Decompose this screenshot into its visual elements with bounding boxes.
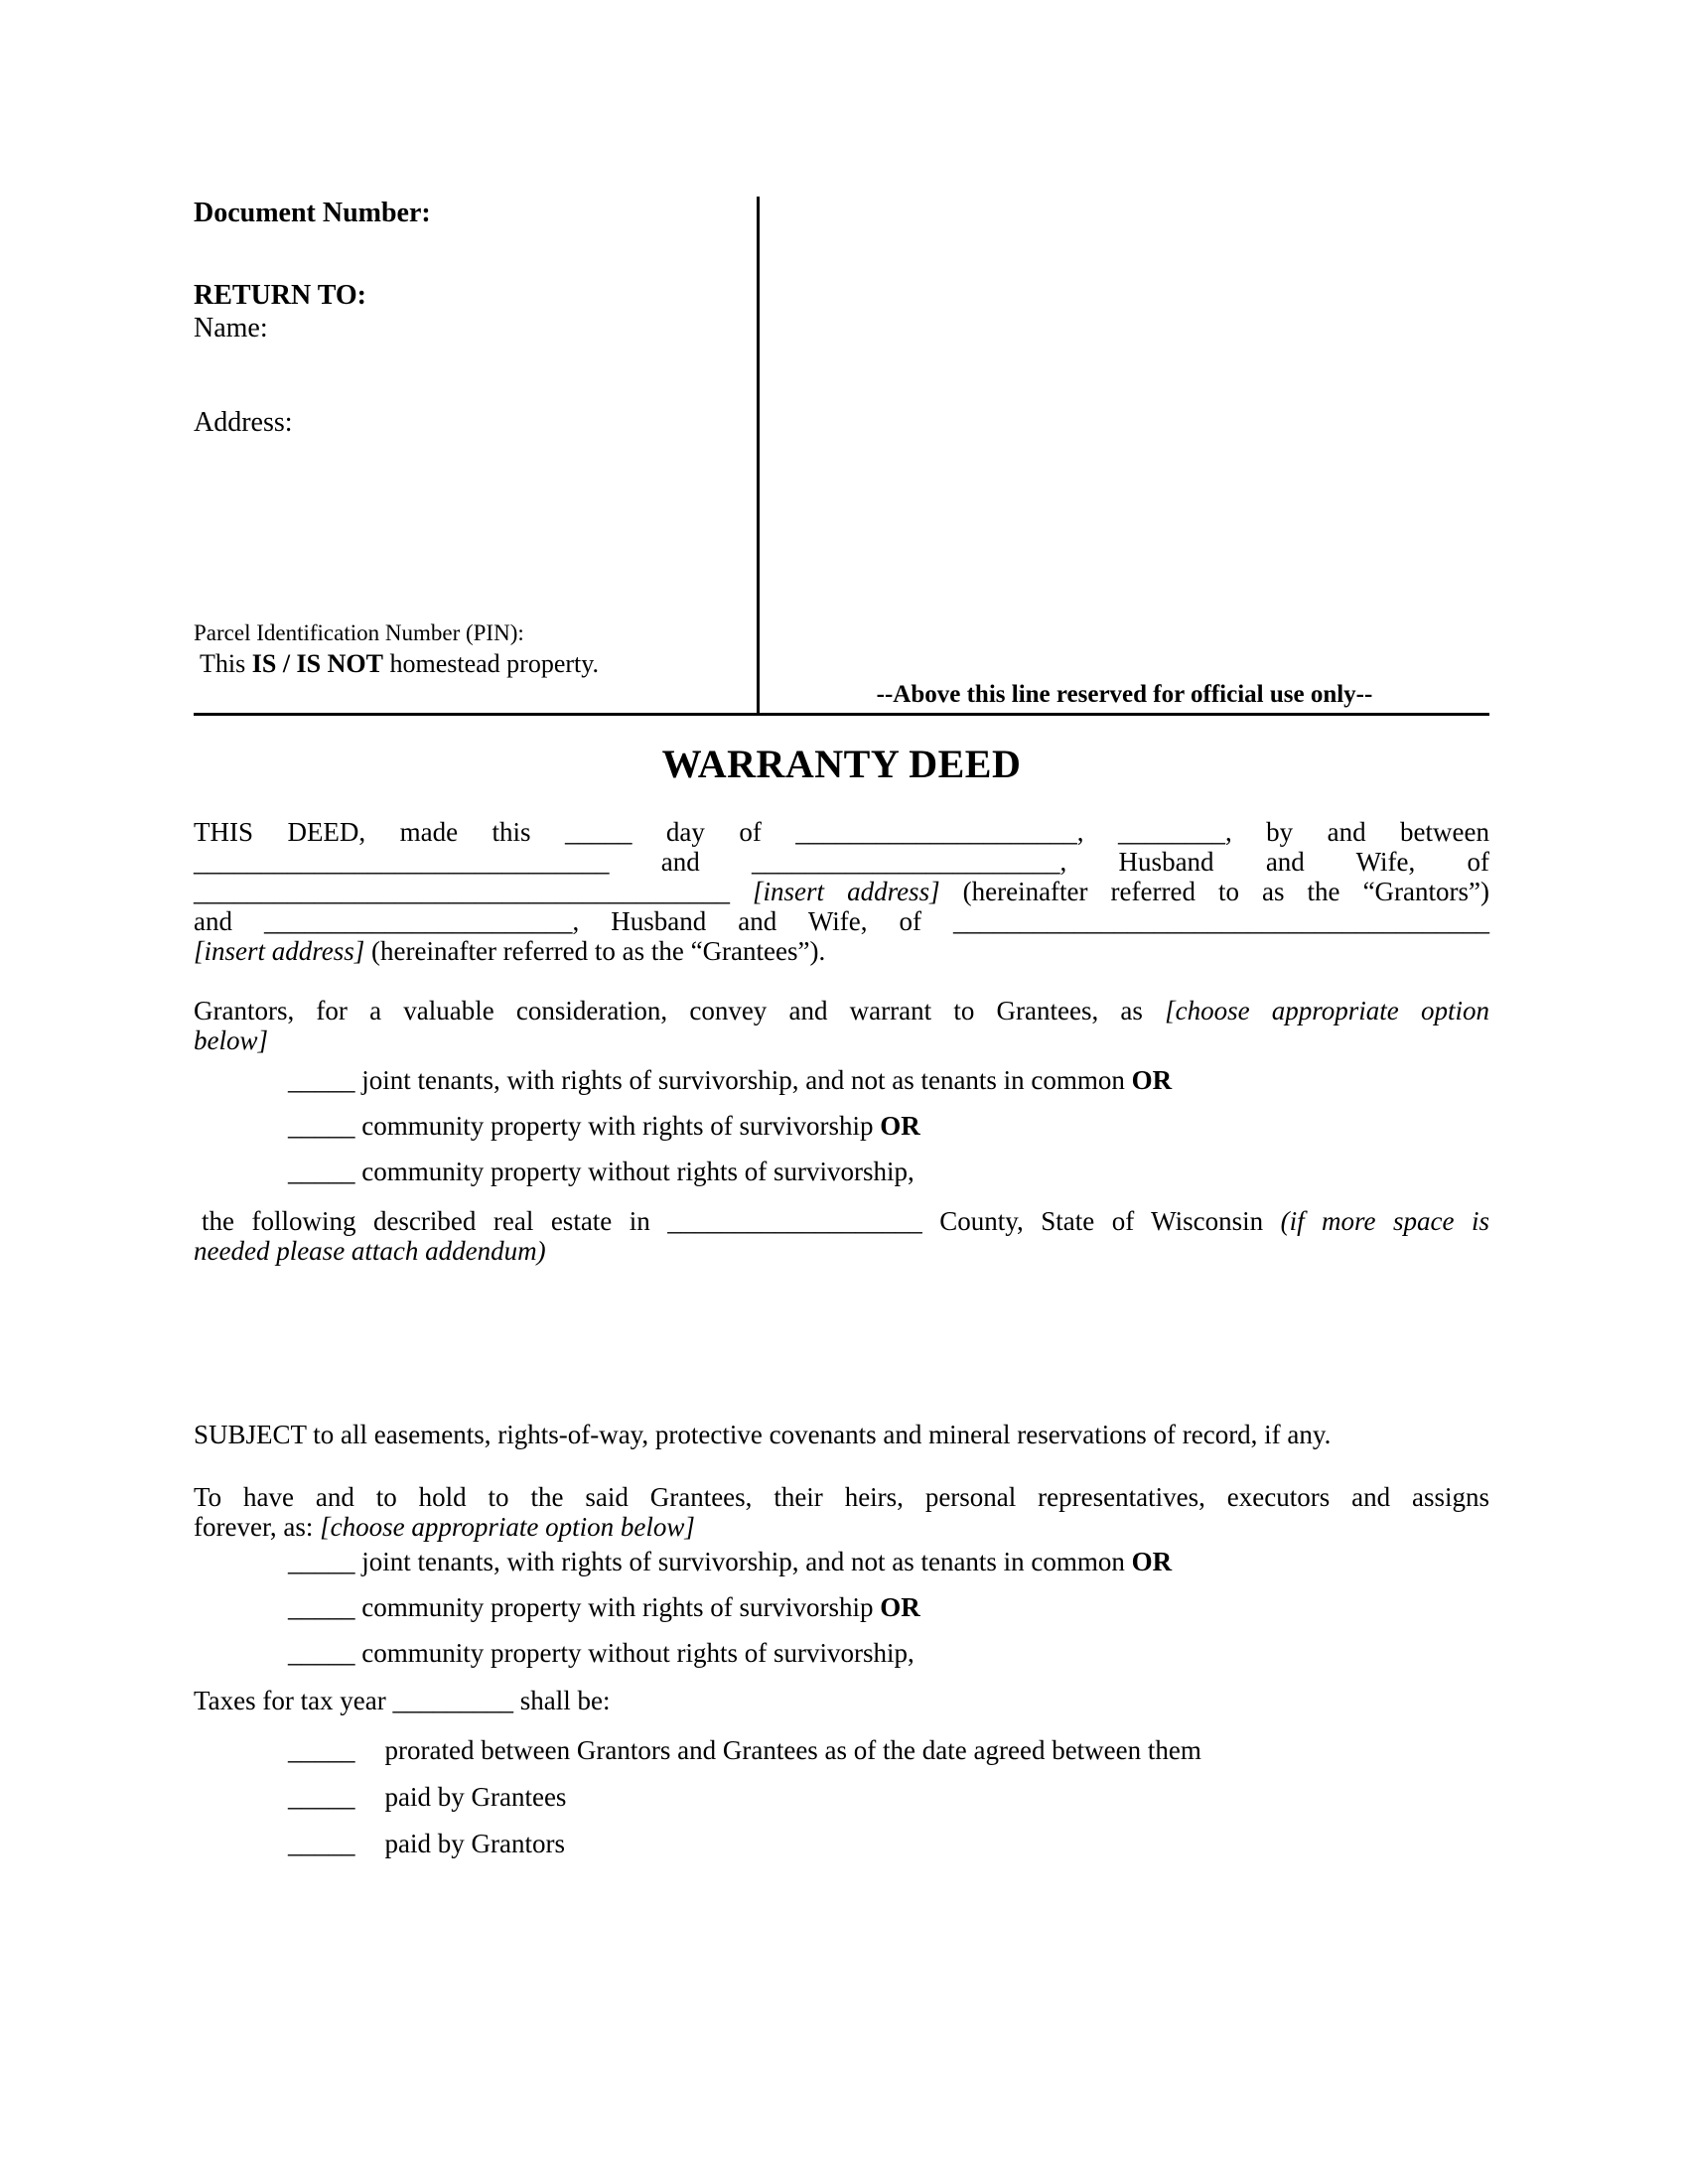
tax-option-prorated — [288, 1735, 1489, 1765]
option-text: community property without rights of survivorship, — [354, 1157, 914, 1186]
deed-intro-line-4: and _______________________, Husband and Wife, of ________________________________________ — [194, 906, 1489, 936]
tax-option-text: prorated between Grantors and Grantees as of the date agreed between them — [384, 1735, 1201, 1765]
property-clause-line-2 — [194, 1236, 1489, 1266]
tax-option-paid-by-grantors — [288, 1829, 1489, 1858]
more-space-note-part-1: (if more space is — [1280, 1206, 1489, 1236]
checkbox-blank: _____ — [288, 1065, 355, 1095]
deed-intro-paragraph — [194, 817, 1489, 966]
insert-address-note-grantors: [insert address] — [753, 877, 940, 906]
option-text: community property with rights of survivorship — [354, 1111, 881, 1141]
tax-option-text: paid by Grantees — [384, 1782, 567, 1812]
deed-intro-line-1: THIS DEED, made this _____ day of _____________________, ________, by and between — [194, 817, 1489, 847]
checkbox-blank: _____ — [288, 1547, 355, 1576]
subject-clause: SUBJECT to all easements, rights-of-way, protective covenants and mineral reservations of record, if any. — [194, 1420, 1332, 1449]
granting-ownership-options — [194, 1065, 1489, 1186]
granting-clause — [194, 996, 1489, 1055]
insert-address-note-grantees: [insert address] — [194, 936, 365, 966]
granting-option-joint-tenants — [288, 1065, 1489, 1095]
homestead-statement — [194, 649, 743, 679]
document-number-label: Document Number: — [194, 198, 431, 228]
tax-clause-intro: Taxes for tax year _________ shall be: — [194, 1686, 611, 1715]
tax-options — [194, 1735, 1489, 1858]
pin-label: Parcel Identification Number (PIN): — [194, 620, 524, 645]
habendum-line-2 — [194, 1512, 1489, 1542]
tax-option-text: paid by Grantors — [384, 1829, 565, 1858]
property-clause-line-1 — [194, 1206, 1489, 1236]
homestead-suffix: homestead property. — [382, 649, 600, 678]
option-text: community property without rights of survivorship, — [354, 1638, 914, 1668]
or-connector: OR — [880, 1592, 920, 1622]
habendum-option-community-with-survivorship — [288, 1592, 1489, 1622]
official-use-area — [760, 197, 1489, 713]
homestead-prefix: This — [200, 649, 252, 678]
granting-clause-line-1 — [194, 996, 1489, 1025]
property-clause-text: the following described real estate in ___________________ County, State of Wisconsin — [202, 1206, 1281, 1236]
grantors-reference-text: (hereinafter referred to as the “Grantors”) — [939, 877, 1489, 906]
checkbox-blank: _____ — [288, 1782, 355, 1812]
choose-option-note-part-1: [choose appropriate option — [1165, 996, 1489, 1025]
or-connector: OR — [1131, 1065, 1173, 1095]
checkbox-blank: _____ — [288, 1157, 355, 1186]
return-to-label: RETURN TO: — [194, 280, 367, 311]
option-text: joint tenants, with rights of survivorship, and not as tenants in common — [354, 1547, 1132, 1576]
homestead-choice: IS / IS NOT — [251, 649, 383, 678]
deed-intro-line-3 — [194, 877, 1489, 906]
granting-clause-text: Grantors, for a valuable consideration, convey and warrant to Grantees, as — [194, 996, 1166, 1025]
granting-option-community-without-survivorship — [288, 1157, 1489, 1186]
grantors-address-blank: ________________________________________ — [194, 877, 730, 906]
option-text: joint tenants, with rights of survivorship, and not as tenants in common — [354, 1065, 1132, 1095]
recording-header — [194, 197, 1489, 716]
habendum-clause — [194, 1482, 1489, 1542]
more-space-note-part-2: needed please attach addendum) — [194, 1236, 546, 1266]
reserved-notice: --Above this line reserved for official use only-- — [876, 681, 1373, 708]
tax-option-paid-by-grantees — [288, 1782, 1489, 1812]
or-connector: OR — [880, 1111, 920, 1141]
habendum-ownership-options — [194, 1547, 1489, 1668]
name-label: Name: — [194, 313, 268, 343]
granting-option-community-with-survivorship — [288, 1111, 1489, 1141]
property-description-clause — [194, 1206, 1489, 1266]
checkbox-blank: _____ — [288, 1111, 355, 1141]
page-title: WARRANTY DEED — [661, 742, 1022, 786]
granting-clause-line-2 — [194, 1025, 1489, 1055]
grantees-reference-text: (hereinafter referred to as the “Grantees”). — [364, 936, 826, 966]
habendum-forever-text: forever, as: — [194, 1512, 321, 1542]
checkbox-blank: _____ — [288, 1829, 355, 1858]
checkbox-blank: _____ — [288, 1735, 355, 1765]
choose-option-note-part-2: below] — [194, 1025, 269, 1055]
habendum-line-1: To have and to hold to the said Grantees, their heirs, personal representatives, executors and assigns — [194, 1482, 1489, 1512]
checkbox-blank: _____ — [288, 1638, 355, 1668]
or-connector: OR — [1131, 1547, 1173, 1576]
recording-info-box — [194, 197, 760, 713]
option-text: community property with rights of survivorship — [354, 1592, 881, 1622]
deed-intro-line-2: _______________________________ and _______________________, Husband and Wife, of — [194, 847, 1489, 877]
checkbox-blank: _____ — [288, 1592, 355, 1622]
deed-intro-line-5 — [194, 936, 1489, 966]
habendum-option-community-without-survivorship — [288, 1638, 1489, 1668]
address-label: Address: — [194, 407, 293, 438]
habendum-option-joint-tenants — [288, 1547, 1489, 1576]
choose-option-note-habendum: [choose appropriate option below] — [320, 1512, 695, 1542]
